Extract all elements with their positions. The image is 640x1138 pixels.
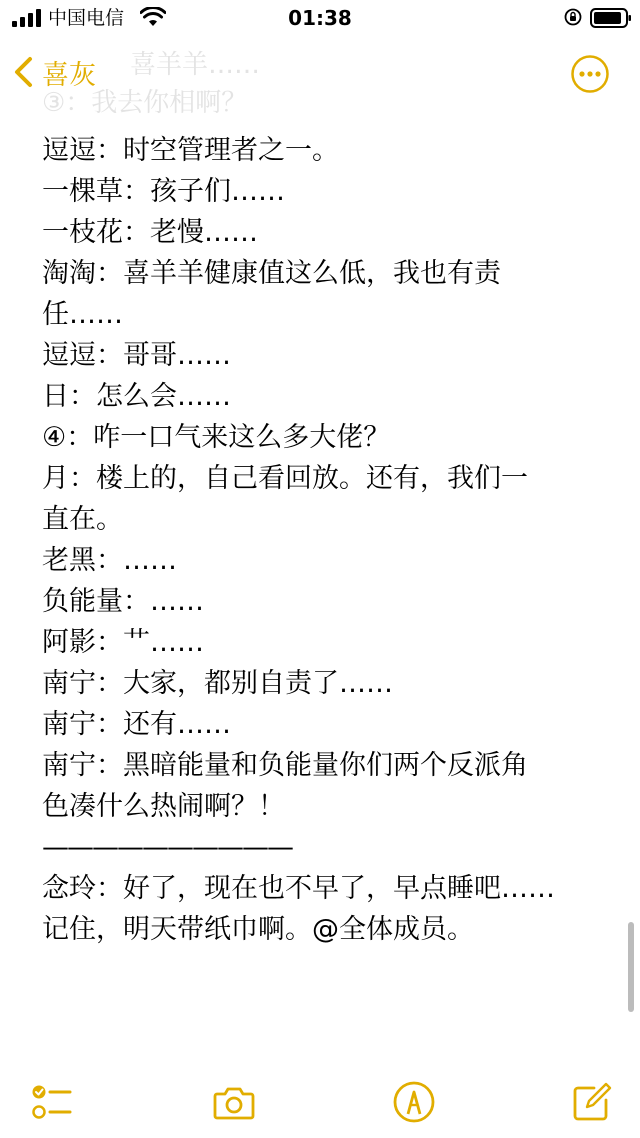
checklist-icon [30,1080,74,1124]
battery-icon [590,8,632,28]
note-line: 日：怎么会…… [42,381,231,412]
camera-icon [212,1080,256,1124]
compose-icon [570,1080,614,1124]
more-ellipsis-icon[interactable] [570,54,610,94]
note-line: 记住，明天带纸巾啊。@全体成员。 [42,914,474,945]
note-line: 老黑：…… [42,545,177,576]
note-line: 色凑什么热闹啊？！ [42,791,285,822]
checklist-button[interactable] [30,1080,74,1124]
compose-button[interactable] [570,1080,614,1124]
markup-pen-icon [392,1080,436,1124]
note-line: 念玲：好了，现在也不早了，早点睡吧…… [42,873,555,904]
note-line: 逗逗：时空管理者之一。 [42,135,339,166]
note-line: 淘淘：喜羊羊健康值这么低，我也有责 [42,258,501,289]
separator-line: —————————— [42,832,292,863]
orientation-lock-icon [564,8,582,26]
note-line: ④：咋一口气来这么多大佬？ [42,422,391,453]
note-body[interactable] [42,130,598,950]
note-line: 南宁：还有…… [42,709,231,740]
note-line: 月：楼上的，自己看回放。还有，我们一 [42,463,528,494]
note-line: 直在。 [42,504,123,535]
note-line: 逗逗：哥哥…… [42,340,231,371]
note-line: 南宁：黑暗能量和负能量你们两个反派角 [42,750,528,781]
note-line: 任…… [42,299,123,330]
back-button-label: 喜灰 [42,59,96,91]
navigation-bar [0,36,640,118]
status-bar [0,0,640,36]
note-line: 南宁：大家，都别自责了…… [42,668,393,699]
status-time: 01:38 [288,6,352,30]
note-line: 一枝花：老慢…… [42,217,258,248]
camera-button[interactable] [212,1080,256,1124]
markup-button[interactable] [392,1080,436,1124]
carrier-name: 中国电信 [48,7,125,29]
note-line: 一棵草：孩子们…… [42,176,285,207]
scrolled-under-text: ③：我去你相啊？ [42,88,248,118]
bottom-toolbar [0,1074,640,1128]
scroll-indicator[interactable] [628,922,634,1012]
chevron-left-icon [10,55,38,89]
scrolled-under-text: 喜羊羊…… [130,50,261,80]
note-line: 负能量：…… [42,586,204,617]
note-line: 阿影：艹…… [42,627,204,658]
back-button[interactable] [10,52,96,92]
